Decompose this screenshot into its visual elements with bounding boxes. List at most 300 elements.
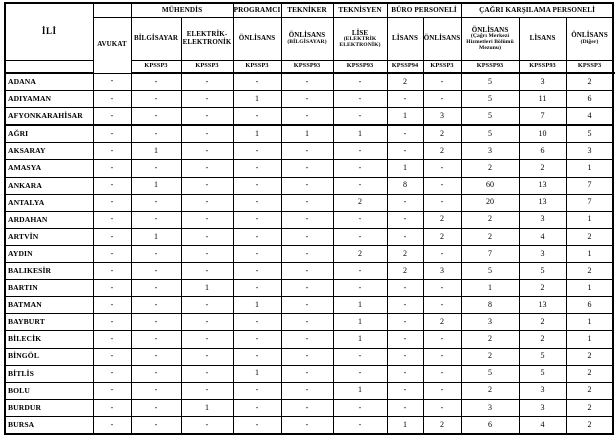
subheader-cagri-lisans xyxy=(519,18,566,61)
quota-cell: - xyxy=(333,416,387,434)
subheader-label: ÖNLİSANS xyxy=(571,31,608,40)
quota-cell: - xyxy=(281,194,333,211)
quota-cell: - xyxy=(233,160,281,177)
table-row xyxy=(5,194,613,211)
quota-cell: - xyxy=(233,314,281,331)
quota-cell: 3 xyxy=(566,143,613,160)
quota-cell: - xyxy=(181,228,233,245)
table-body xyxy=(5,73,613,434)
quota-cell: 8 xyxy=(387,177,423,194)
quota-cell: - xyxy=(131,399,181,416)
subheader-label: ÖNLİSANS xyxy=(288,31,326,40)
quota-cell: 2 xyxy=(461,382,519,399)
exam-code-cell: KPSSP93 xyxy=(461,61,519,74)
quota-cell: 13 xyxy=(519,194,566,211)
quota-cell: - xyxy=(93,416,131,434)
column-header-ili: İLİ xyxy=(5,3,93,61)
city-name-cell: BİNGÖL xyxy=(5,348,93,365)
quota-cell: - xyxy=(131,348,181,365)
group-header-cagri-karsilama-personeli: ÇAĞRI KARŞILAMA PERSONELİ xyxy=(461,3,613,18)
quota-cell: - xyxy=(423,382,461,399)
quota-cell: - xyxy=(181,194,233,211)
quota-cell: - xyxy=(93,160,131,177)
quota-cell: 5 xyxy=(519,365,566,382)
quota-cell: 2 xyxy=(566,263,613,280)
quota-cell: - xyxy=(233,245,281,262)
quota-cell: - xyxy=(93,177,131,194)
exam-code-cell: KPSSP93 xyxy=(519,61,566,74)
quota-cell: - xyxy=(131,194,181,211)
quota-cell: - xyxy=(333,73,387,91)
table-row xyxy=(5,382,613,399)
quota-cell: - xyxy=(131,211,181,228)
quota-cell: - xyxy=(387,194,423,211)
quota-cell: 3 xyxy=(519,245,566,262)
quota-cell: - xyxy=(93,73,131,91)
quota-cell: 7 xyxy=(519,108,566,126)
quota-cell: - xyxy=(333,365,387,382)
exam-code-cell: KPSSP94 xyxy=(387,61,423,74)
quota-cell: - xyxy=(93,194,131,211)
group-header-buro-personeli: BÜRO PERSONELİ xyxy=(387,3,461,18)
quota-cell: - xyxy=(93,382,131,399)
quota-cell: - xyxy=(131,297,181,314)
quota-cell: - xyxy=(131,245,181,262)
quota-cell: - xyxy=(93,211,131,228)
quota-cell: 5 xyxy=(461,125,519,143)
table-row xyxy=(5,331,613,348)
quota-cell: - xyxy=(281,297,333,314)
quota-cell: - xyxy=(387,125,423,143)
table-header xyxy=(5,3,613,73)
quota-cell: 2 xyxy=(461,211,519,228)
city-name-cell: ARDAHAN xyxy=(5,211,93,228)
quota-cell: - xyxy=(181,211,233,228)
table-row xyxy=(5,348,613,365)
quota-cell: - xyxy=(333,280,387,297)
quota-cell: 2 xyxy=(519,331,566,348)
quota-cell: - xyxy=(93,143,131,160)
group-header-programci: PROGRAMCI xyxy=(233,3,281,18)
quota-cell: 8 xyxy=(461,297,519,314)
quota-cell: 3 xyxy=(519,399,566,416)
subheader-buro-lisans xyxy=(387,18,423,61)
quota-cell: 13 xyxy=(519,177,566,194)
subheader-label: ÖNLİSANS xyxy=(238,34,276,43)
quota-cell: - xyxy=(181,125,233,143)
quota-cell: 2 xyxy=(461,228,519,245)
city-name-cell: AMASYA xyxy=(5,160,93,177)
quota-cell: - xyxy=(423,73,461,91)
quota-cell: 3 xyxy=(423,263,461,280)
quota-cell: - xyxy=(333,263,387,280)
subheader-label: LİSANS xyxy=(529,34,556,43)
quota-cell: 1 xyxy=(233,91,281,108)
quota-cell: 1 xyxy=(233,365,281,382)
quota-cell: 1 xyxy=(333,331,387,348)
subheader-label: LİSE xyxy=(351,28,369,37)
quota-cell: - xyxy=(387,365,423,382)
quota-cell: 7 xyxy=(566,194,613,211)
city-name-cell: ARTVİN xyxy=(5,228,93,245)
quota-cell: 2 xyxy=(423,211,461,228)
quota-cell: 3 xyxy=(461,314,519,331)
quota-cell: 2 xyxy=(461,331,519,348)
quota-cell: 2 xyxy=(423,416,461,434)
subheader-programci-onlisans xyxy=(233,18,281,61)
quota-cell: - xyxy=(93,91,131,108)
quota-cell: - xyxy=(387,348,423,365)
quota-cell: 1 xyxy=(233,125,281,143)
quota-cell: - xyxy=(233,348,281,365)
quota-cell: - xyxy=(233,263,281,280)
quota-cell: - xyxy=(281,416,333,434)
quota-cell: - xyxy=(233,177,281,194)
city-name-cell: BİLECİK xyxy=(5,331,93,348)
quota-cell: - xyxy=(93,365,131,382)
city-name-cell: AĞRI xyxy=(5,125,93,143)
quota-cell: 1 xyxy=(131,228,181,245)
quota-cell: 2 xyxy=(423,143,461,160)
quota-cell: 1 xyxy=(387,416,423,434)
quota-cell: - xyxy=(281,228,333,245)
quota-cell: - xyxy=(131,73,181,91)
quota-cell: 2 xyxy=(519,314,566,331)
quota-cell: 10 xyxy=(519,125,566,143)
city-name-cell: AKSARAY xyxy=(5,143,93,160)
quota-cell: - xyxy=(333,91,387,108)
subheader-muhendis-elektrik-elektronik xyxy=(181,18,233,61)
quota-cell: - xyxy=(333,160,387,177)
quota-cell: - xyxy=(281,143,333,160)
quota-cell: - xyxy=(233,211,281,228)
quota-cell: - xyxy=(131,382,181,399)
quota-cell: 2 xyxy=(566,228,613,245)
quota-cell: - xyxy=(131,108,181,126)
quota-cell: 2 xyxy=(423,125,461,143)
quota-cell: 1 xyxy=(333,314,387,331)
subheader-buro-onlisans xyxy=(423,18,461,61)
quota-cell: - xyxy=(93,263,131,280)
quota-cell: - xyxy=(387,211,423,228)
quota-cell: - xyxy=(387,399,423,416)
quota-cell: - xyxy=(181,314,233,331)
group-header-row xyxy=(5,3,613,18)
quota-cell: 1 xyxy=(281,125,333,143)
quota-cell: - xyxy=(281,91,333,108)
quota-cell: 2 xyxy=(461,160,519,177)
quota-cell: - xyxy=(233,399,281,416)
quota-cell: 1 xyxy=(566,211,613,228)
exam-code-cell: KPSSP3 xyxy=(131,61,181,74)
quota-cell: 1 xyxy=(461,280,519,297)
quota-cell: - xyxy=(281,382,333,399)
quota-cell: 3 xyxy=(519,211,566,228)
quota-cell: 3 xyxy=(423,108,461,126)
quota-cell: 7 xyxy=(566,177,613,194)
table-row xyxy=(5,177,613,194)
quota-cell: 1 xyxy=(566,280,613,297)
subheader-label: ELEKTRİK-ELEKTRONİK xyxy=(182,30,232,46)
quota-cell: - xyxy=(93,348,131,365)
quota-cell: - xyxy=(181,297,233,314)
subheader-note: (Diğer) xyxy=(580,38,599,45)
quota-cell: 2 xyxy=(423,314,461,331)
quota-cell: - xyxy=(233,416,281,434)
table-row xyxy=(5,125,613,143)
city-name-cell: AYDIN xyxy=(5,245,93,262)
quota-cell: - xyxy=(281,177,333,194)
quota-cell: - xyxy=(131,416,181,434)
city-name-cell: BURSA xyxy=(5,416,93,434)
table-row xyxy=(5,160,613,177)
quota-cell: - xyxy=(281,331,333,348)
quota-cell: - xyxy=(93,314,131,331)
quota-cell: - xyxy=(387,91,423,108)
quota-cell: - xyxy=(181,382,233,399)
quota-cell: - xyxy=(333,143,387,160)
subheader-tekniker-onlisans xyxy=(281,18,333,61)
table-row xyxy=(5,245,613,262)
group-header-avukat xyxy=(93,3,131,18)
city-name-cell: BARTIN xyxy=(5,280,93,297)
exam-code-cell: KPSSP3 xyxy=(423,61,461,74)
quota-cell: 2 xyxy=(333,245,387,262)
exam-code-cell: KPSSP3 xyxy=(566,61,613,74)
quota-cell: 1 xyxy=(131,143,181,160)
subheader-cagri-onlisans-diger xyxy=(566,18,613,61)
quota-cell: 6 xyxy=(566,297,613,314)
quota-cell: - xyxy=(333,177,387,194)
city-name-cell: ANTALYA xyxy=(5,194,93,211)
quota-cell: - xyxy=(281,348,333,365)
quota-cell: - xyxy=(131,331,181,348)
quota-cell: 4 xyxy=(519,228,566,245)
quota-cell: - xyxy=(181,91,233,108)
quota-cell: - xyxy=(181,73,233,91)
quota-cell: 2 xyxy=(387,245,423,262)
quota-cell: - xyxy=(423,331,461,348)
table-row xyxy=(5,73,613,91)
group-header-teknisyen: TEKNİSYEN xyxy=(333,3,387,18)
quota-cell: 6 xyxy=(519,143,566,160)
table-row xyxy=(5,143,613,160)
table-row xyxy=(5,416,613,434)
quota-cell: - xyxy=(93,125,131,143)
quota-cell: - xyxy=(387,297,423,314)
quota-cell: - xyxy=(387,382,423,399)
city-name-cell: BAYBURT xyxy=(5,314,93,331)
quota-cell: - xyxy=(233,228,281,245)
quota-cell: 1 xyxy=(233,297,281,314)
city-name-cell: BALIKESİR xyxy=(5,263,93,280)
subheader-row xyxy=(5,18,613,61)
quota-cell: - xyxy=(181,160,233,177)
city-name-cell: ADIYAMAN xyxy=(5,91,93,108)
quota-cell: - xyxy=(423,194,461,211)
subheader-label: BİLGİSAYAR xyxy=(133,34,179,43)
quota-cell: 1 xyxy=(387,108,423,126)
quota-cell: 5 xyxy=(461,108,519,126)
quota-cell: 3 xyxy=(519,73,566,91)
quota-cell: - xyxy=(181,108,233,126)
quota-cell: - xyxy=(233,331,281,348)
subheader-cagri-onlisans-merkez xyxy=(461,18,519,61)
quota-cell: 5 xyxy=(461,73,519,91)
table-row xyxy=(5,228,613,245)
subheader-label: ÖNLİSANS xyxy=(423,34,461,43)
quota-cell: 2 xyxy=(566,382,613,399)
group-header-muhendis: MÜHENDİS xyxy=(131,3,233,18)
quota-cell: - xyxy=(131,365,181,382)
table-row xyxy=(5,263,613,280)
quota-cell: - xyxy=(387,314,423,331)
quota-cell: - xyxy=(387,143,423,160)
quota-cell: - xyxy=(333,399,387,416)
quota-cell: - xyxy=(281,108,333,126)
subheader-label: LİSANS xyxy=(392,34,418,43)
quota-cell: - xyxy=(333,108,387,126)
quota-cell: 5 xyxy=(461,365,519,382)
city-name-cell: BURDUR xyxy=(5,399,93,416)
quota-cell: 7 xyxy=(461,245,519,262)
table-row xyxy=(5,365,613,382)
group-header-tekniker: TEKNİKER xyxy=(281,3,333,18)
quota-cell: - xyxy=(181,143,233,160)
quota-cell: - xyxy=(93,245,131,262)
quota-cell: 4 xyxy=(566,108,613,126)
quota-cell: 2 xyxy=(566,416,613,434)
quota-cell: - xyxy=(93,399,131,416)
subheader-note: (Çağrı Merkezi Hizmetleri Bölümü Mezunu) xyxy=(466,33,514,51)
quota-cell: 3 xyxy=(519,382,566,399)
quota-cell: 2 xyxy=(387,73,423,91)
city-name-cell: AFYONKARAHİSAR xyxy=(5,108,93,126)
quota-cell: - xyxy=(93,280,131,297)
quota-cell: - xyxy=(333,228,387,245)
quota-cell: 5 xyxy=(461,91,519,108)
quota-cell: - xyxy=(423,348,461,365)
quota-cell: - xyxy=(387,331,423,348)
table-row xyxy=(5,297,613,314)
quota-cell: - xyxy=(423,160,461,177)
quota-cell: 2 xyxy=(387,263,423,280)
quota-cell: - xyxy=(281,73,333,91)
table-row xyxy=(5,399,613,416)
subheader-note: (BİLGİSAYAR) xyxy=(287,38,327,45)
quota-cell: - xyxy=(181,245,233,262)
quota-cell: 1 xyxy=(387,160,423,177)
quota-cell: 1 xyxy=(181,399,233,416)
quota-cell: 5 xyxy=(519,263,566,280)
quota-cell: - xyxy=(333,348,387,365)
quota-cell: 2 xyxy=(519,280,566,297)
quota-cell: 2 xyxy=(461,348,519,365)
quota-cell: 1 xyxy=(181,280,233,297)
quota-cell: - xyxy=(233,280,281,297)
quota-cell: - xyxy=(387,228,423,245)
table-row xyxy=(5,211,613,228)
city-name-cell: BOLU xyxy=(5,382,93,399)
quota-cell: 6 xyxy=(461,416,519,434)
quota-cell: 2 xyxy=(566,73,613,91)
quota-cell: 5 xyxy=(461,263,519,280)
quota-cell: 2 xyxy=(519,160,566,177)
table-row xyxy=(5,91,613,108)
table-row xyxy=(5,108,613,126)
subheader-muhendis-bilgisayar xyxy=(131,18,181,61)
quota-cell: 1 xyxy=(333,297,387,314)
city-name-cell: BATMAN xyxy=(5,297,93,314)
quota-cell: 3 xyxy=(461,399,519,416)
quota-cell: - xyxy=(387,280,423,297)
city-name-cell: ADANA xyxy=(5,73,93,91)
quota-cell: 5 xyxy=(519,348,566,365)
code-header-ili xyxy=(5,61,93,74)
quota-cell: - xyxy=(181,177,233,194)
table-row xyxy=(5,280,613,297)
quota-cell: - xyxy=(423,297,461,314)
quota-cell: - xyxy=(93,228,131,245)
quota-cell: - xyxy=(423,365,461,382)
subheader-avukat xyxy=(93,18,131,74)
quota-cell: 2 xyxy=(566,399,613,416)
quota-cell: 20 xyxy=(461,194,519,211)
quota-cell: - xyxy=(181,331,233,348)
quota-cell: - xyxy=(281,245,333,262)
quota-cell: - xyxy=(181,416,233,434)
quota-cell: 5 xyxy=(566,125,613,143)
quota-cell: - xyxy=(233,143,281,160)
quota-cell: - xyxy=(131,91,181,108)
quota-cell: 1 xyxy=(566,160,613,177)
exam-code-cell: KPSSP3 xyxy=(233,61,281,74)
quota-cell: - xyxy=(281,211,333,228)
quota-cell: - xyxy=(281,160,333,177)
quota-cell: - xyxy=(93,297,131,314)
subheader-teknisyen-lise xyxy=(333,18,387,61)
table-row xyxy=(5,314,613,331)
subheader-label: ÖNLİSANS xyxy=(471,25,509,34)
quota-cell: - xyxy=(233,194,281,211)
city-name-cell: BİTLİS xyxy=(5,365,93,382)
quota-cell: 4 xyxy=(519,416,566,434)
quota-cell: 1 xyxy=(333,382,387,399)
quota-cell: - xyxy=(423,280,461,297)
quota-cell: 2 xyxy=(566,348,613,365)
quota-cell: 1 xyxy=(566,314,613,331)
quota-cell: 13 xyxy=(519,297,566,314)
exam-code-cell: KPSSP93 xyxy=(281,61,333,74)
quota-cell: - xyxy=(93,331,131,348)
quota-cell: - xyxy=(181,365,233,382)
quota-cell: - xyxy=(233,382,281,399)
quota-cell: 2 xyxy=(566,365,613,382)
quota-cell: - xyxy=(131,160,181,177)
quota-cell: - xyxy=(131,263,181,280)
quota-cell: - xyxy=(181,263,233,280)
quota-cell: - xyxy=(233,108,281,126)
quota-cell: 1 xyxy=(333,125,387,143)
city-name-cell: ANKARA xyxy=(5,177,93,194)
quota-cell: - xyxy=(333,211,387,228)
quota-cell: - xyxy=(281,314,333,331)
subheader-note: (ELEKTRİK ELEKTRONİK) xyxy=(339,36,381,48)
quota-cell: - xyxy=(423,399,461,416)
quota-cell: - xyxy=(423,91,461,108)
subheader-avukat-label: AVUKAT xyxy=(97,40,127,49)
quota-cell: 1 xyxy=(131,177,181,194)
